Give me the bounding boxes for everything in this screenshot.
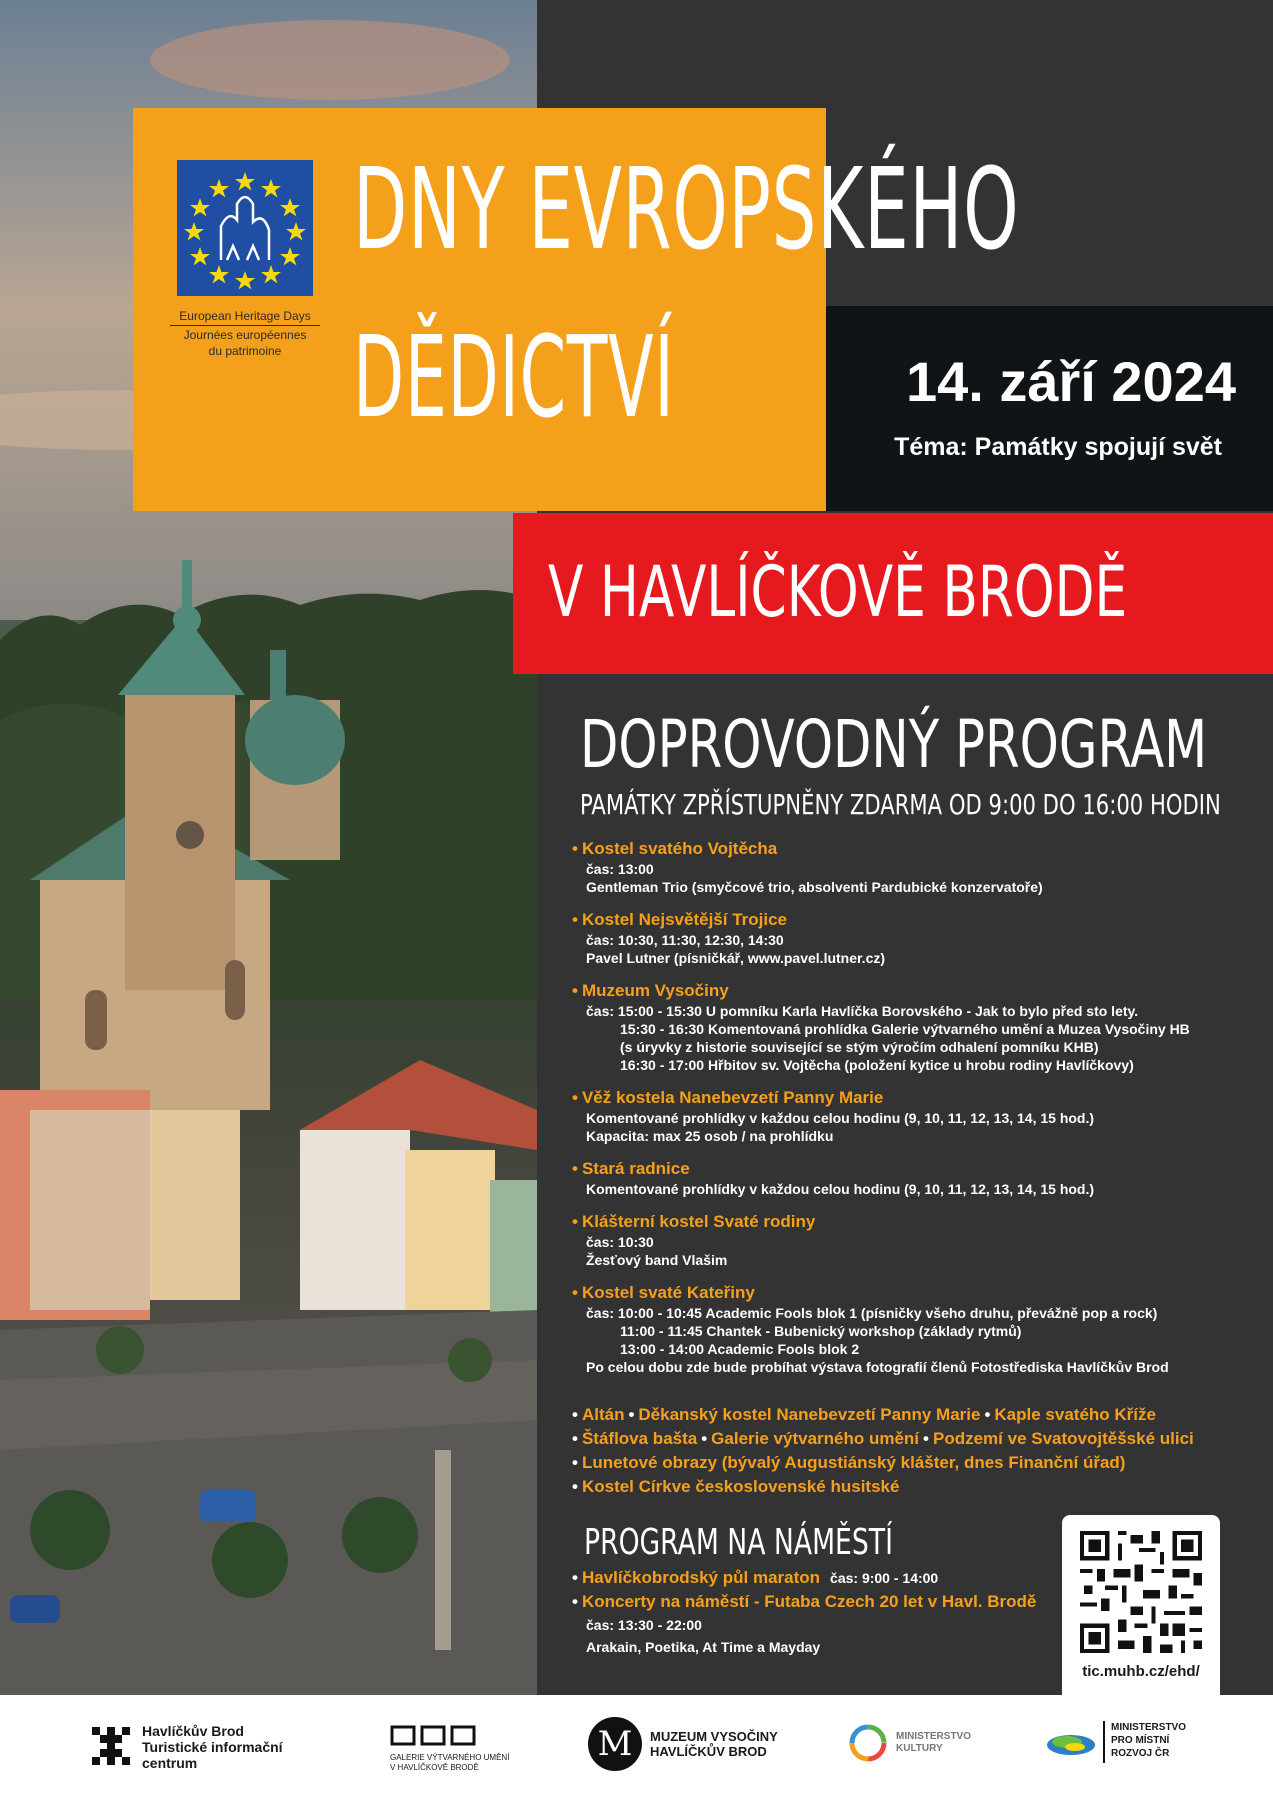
tic-line-2: Turistické informační	[142, 1739, 283, 1755]
hb-logo-icon	[90, 1725, 132, 1767]
event-detail: Gentleman Trio (smyčcové trio, absolventi Pardubické konzervatoře)	[586, 879, 1043, 895]
event-theme: Téma: Památky spojují svět	[894, 433, 1222, 461]
title-line-1: DNY EVROPSKÉHO	[353, 145, 1020, 275]
gallery-logo	[390, 1717, 540, 1777]
bullet-icon: •	[572, 1405, 578, 1424]
site-name: Podzemí ve Svatovojtěšské ulici	[933, 1429, 1194, 1448]
qr-code-icon[interactable]	[1080, 1531, 1202, 1653]
eu-stars-castle-icon	[177, 160, 313, 296]
culture-line-1: MINISTERSTVO	[896, 1731, 972, 1742]
site-name: Lunetové obrazy (bývalý Augustiánský klášter, dnes Finanční úřad)	[581, 1453, 1126, 1472]
event-item	[572, 838, 1252, 896]
bullet-icon: •	[572, 1453, 578, 1472]
culture-line-2: KULTURY	[896, 1743, 943, 1754]
event-detail: čas: 10:30, 11:30, 12:30, 14:30	[586, 932, 784, 948]
event-detail: 13:00 - 14:00 Academic Fools blok 2	[620, 1341, 860, 1357]
bullet-icon: •	[572, 910, 578, 929]
event-list	[572, 838, 1252, 1389]
event-title: Věž kostela Nanebevzetí Panny Marie	[581, 1088, 884, 1107]
square-item-title: Havlíčkobrodský půl maraton	[581, 1568, 821, 1587]
tic-line-3: centrum	[142, 1755, 198, 1771]
museum-line-1: MUZEUM VYSOČINY	[650, 1729, 778, 1744]
event-title: Muzeum Vysočiny	[581, 981, 729, 1000]
star-ring	[184, 172, 306, 290]
extra-sites-row	[572, 1427, 1262, 1451]
qr-panel[interactable]	[1062, 1515, 1220, 1695]
bullet-icon: •	[572, 1568, 578, 1587]
museum-line-2: HAVLÍČKŮV BROD	[650, 1744, 767, 1759]
program-heading: DOPROVODNÝ PROGRAM	[580, 706, 1208, 783]
gallery-line-2: V HAVLÍČKOVĚ BRODĚ	[390, 1763, 479, 1772]
tic-line-1: Havlíčkův Brod	[142, 1723, 244, 1739]
regional-line-1: MINISTERSTVO	[1111, 1722, 1187, 1733]
event-date: 14. září 2024	[905, 350, 1236, 413]
caption-line-3: du patrimoine	[208, 344, 282, 358]
qr-url-link[interactable]: tic.muhb.cz/ehd/	[1082, 1663, 1200, 1680]
event-item	[572, 1087, 1252, 1145]
square-item-bands: Arakain, Poetika, At Time a Mayday	[586, 1639, 821, 1655]
event-item	[572, 1158, 1252, 1198]
gallery-line-1: GALERIE VÝTVARNÉHO UMĚNÍ	[390, 1753, 510, 1762]
extra-sites-row	[572, 1403, 1262, 1427]
regional-line-2: PRO MÍSTNÍ	[1111, 1735, 1170, 1746]
extra-sites-row	[572, 1451, 1262, 1475]
site-name: Děkanský kostel Nanebevzetí Panny Marie	[638, 1405, 981, 1424]
event-detail: čas: 13:00	[586, 861, 654, 877]
bullet-icon: •	[628, 1405, 635, 1424]
event-detail: 11:00 - 11:45 Chantek - Bubenický workshop (základy rytmů)	[620, 1323, 1022, 1339]
bullet-icon: •	[572, 1429, 578, 1448]
event-item	[572, 1282, 1252, 1376]
event-detail: Komentované prohlídky v každou celou hodinu (9, 10, 11, 12, 13, 14, 15 hod.)	[586, 1110, 1095, 1126]
site-name: Štáflova bašta	[581, 1429, 698, 1448]
event-title: Kostel Nejsvětější Trojice	[581, 910, 787, 929]
castle-outline	[221, 197, 269, 260]
square-item-time: čas: 13:30 - 22:00	[586, 1617, 702, 1633]
event-detail: Komentované prohlídky v každou celou hodinu (9, 10, 11, 12, 13, 14, 15 hod.)	[586, 1181, 1095, 1197]
tic-logo	[90, 1717, 310, 1777]
ministry-culture-logo	[848, 1717, 988, 1777]
event-title: Klášterní kostel Svaté rodiny	[581, 1212, 816, 1231]
event-item	[572, 980, 1252, 1074]
regional-line-3: ROZVOJ ČR	[1111, 1748, 1170, 1759]
site-name: Kostel Církve československé husitské	[581, 1477, 900, 1496]
extra-sites	[572, 1403, 1262, 1499]
event-detail: (s úryvky z historie související se stým výročím odhalení pomníku KHB)	[620, 1039, 1099, 1055]
bullet-icon: •	[572, 839, 578, 858]
square-program-heading: PROGRAM NA NÁMĚSTÍ	[584, 1522, 893, 1563]
event-detail: Žesťový band Vlašim	[586, 1252, 728, 1268]
heritage-caption	[170, 308, 320, 359]
event-item	[572, 1211, 1252, 1269]
museum-logo	[588, 1717, 778, 1777]
bullet-icon: •	[984, 1405, 991, 1424]
museum-m-icon: M	[588, 1717, 642, 1771]
event-detail: 16:30 - 17:00 Hřbitov sv. Vojtěcha (položení kytice u hrobu rodiny Havlíčkovy)	[620, 1057, 1134, 1073]
bullet-icon: •	[572, 1159, 578, 1178]
event-detail: Po celou dobu zde bude probíhat výstava fotografií členů Fotostřediska Havlíčkův Brod	[586, 1359, 1169, 1375]
square-program	[572, 1566, 1052, 1658]
extra-sites-row	[572, 1475, 1262, 1499]
event-title: Kostel svaté Kateřiny	[581, 1283, 755, 1302]
caption-line-1: European Heritage Days	[170, 308, 320, 326]
event-title: Kostel svatého Vojtěcha	[581, 839, 778, 858]
event-item	[572, 909, 1252, 967]
program-subheading: PAMÁTKY ZPŘÍSTUPNĚNY ZDARMA OD 9:00 DO 16:00 HODIN	[580, 788, 1221, 821]
bullet-icon: •	[572, 1477, 578, 1496]
bullet-icon: •	[572, 1592, 578, 1611]
square-item-title: Koncerty na náměstí - Futaba Czech 20 let v Havl. Brodě	[581, 1592, 1037, 1611]
square-item	[572, 1566, 1052, 1590]
title-line-2: DĚDICTVÍ	[353, 313, 675, 443]
bullet-icon: •	[572, 1212, 578, 1231]
bullet-icon: •	[572, 981, 578, 1000]
bullet-icon: •	[923, 1429, 929, 1448]
event-detail: čas: 10:00 - 10:45 Academic Fools blok 1 (písničky všeho druhu, převážně pop a rock)	[586, 1305, 1158, 1321]
event-detail: čas: 10:30	[586, 1234, 654, 1250]
footer-logos	[0, 1695, 1273, 1800]
gallery-squares-icon	[390, 1725, 476, 1747]
bullet-icon: •	[572, 1088, 578, 1107]
ministry-regional-logo	[1045, 1717, 1185, 1777]
caption-line-2: Journées européennes	[183, 328, 307, 342]
event-detail: Kapacita: max 25 osob / na prohlídku	[586, 1128, 834, 1144]
city-title: V HAVLÍČKOVĚ BRODĚ	[548, 551, 1128, 633]
event-title: Stará radnice	[581, 1159, 690, 1178]
ministry-regional-icon	[1045, 1729, 1097, 1759]
logo-divider	[1103, 1721, 1105, 1763]
site-name: Kaple svatého Kříže	[994, 1405, 1156, 1424]
square-item	[572, 1590, 1052, 1614]
event-detail: 15:30 - 16:30 Komentovaná prohlídka Galerie výtvarného umění a Muzea Vysočiny HB	[620, 1021, 1190, 1037]
square-item-time: čas: 9:00 - 14:00	[830, 1570, 939, 1586]
event-detail: Pavel Lutner (písničkář, www.pavel.lutner.cz)	[586, 950, 886, 966]
site-name: Altán	[581, 1405, 625, 1424]
event-detail: čas: 15:00 - 15:30 U pomníku Karla Havlíčka Borovského - Jak to bylo před sto lety.	[586, 1003, 1139, 1019]
ministry-culture-icon	[848, 1723, 888, 1763]
bullet-icon: •	[701, 1429, 708, 1448]
site-name: Galerie výtvarného umění	[711, 1429, 920, 1448]
bullet-icon: •	[572, 1283, 578, 1302]
